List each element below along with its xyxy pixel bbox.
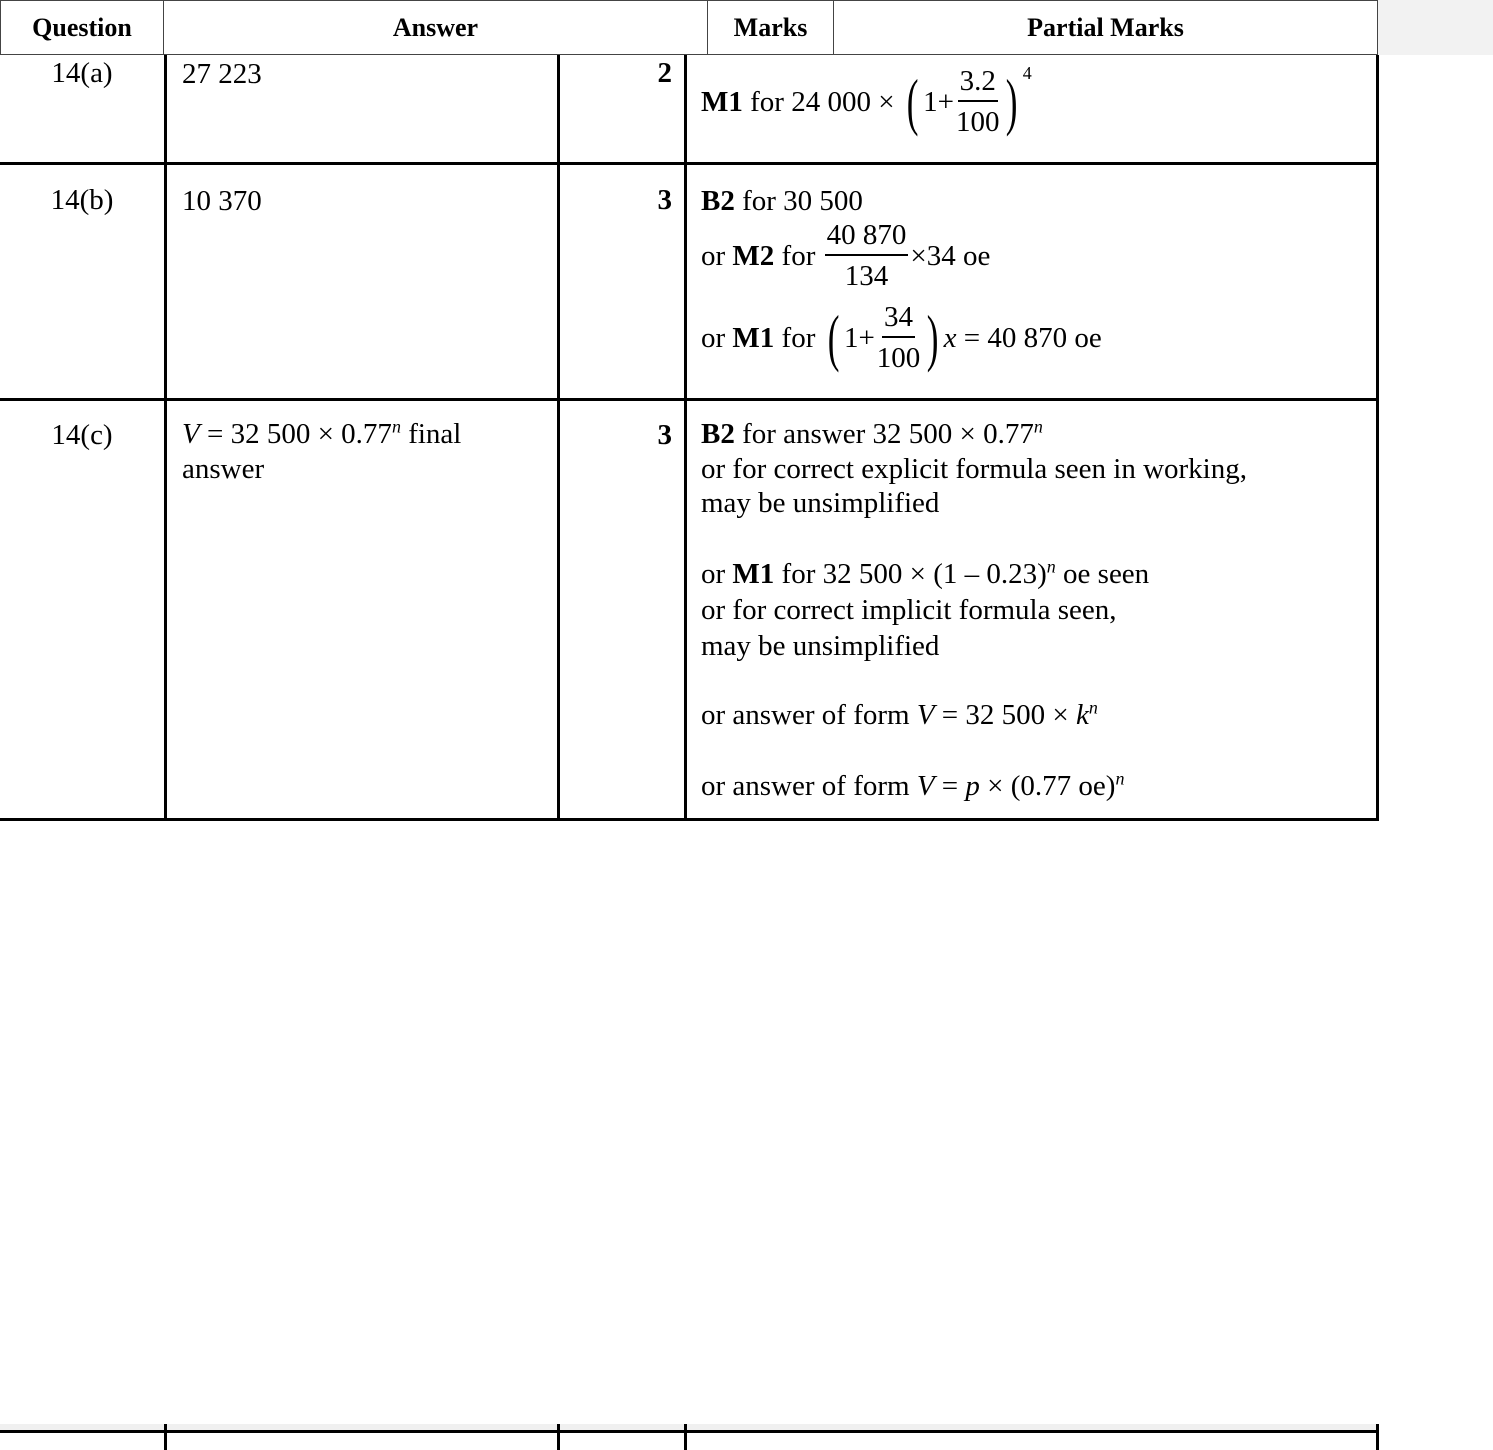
grid-line [557, 55, 560, 821]
row-divider [0, 398, 1379, 401]
partial-line: or for correct implicit formula seen, [701, 594, 1117, 626]
variable: k [1076, 699, 1089, 731]
grid-line [684, 55, 687, 821]
variable: V [916, 770, 935, 802]
partial-line: may be unsimplified [701, 487, 940, 519]
header-question: Question [0, 0, 164, 55]
next-table-grid-line [557, 1424, 560, 1450]
exponent: n [1115, 768, 1125, 789]
partial-text: = 40 870 oe [963, 321, 1102, 354]
mark-code: B2 [701, 418, 735, 450]
partial-line [701, 557, 1149, 592]
fraction-numerator: 40 870 [825, 216, 909, 256]
mark-code: M2 [732, 239, 775, 272]
exponent: 4 [1022, 63, 1032, 83]
fraction [825, 216, 909, 296]
for-text: for [781, 321, 816, 354]
grid-line [164, 55, 167, 821]
header-answer: Answer [163, 0, 708, 55]
partial-text: oe seen [1063, 558, 1150, 590]
partial-text: ×34 oe [910, 239, 991, 272]
next-table-grid-line [164, 1424, 167, 1450]
left-paren: ( [827, 302, 840, 373]
mark-code: M1 [732, 321, 775, 354]
mark-code: M1 [732, 558, 775, 590]
fraction-numerator: 34 [882, 298, 915, 338]
left-paren: ( [906, 66, 919, 137]
partial-text: for 32 500 × (1 – 0.23) [781, 558, 1047, 590]
right-paren: ) [1006, 66, 1018, 137]
fraction-denominator: 134 [844, 260, 889, 292]
mark-code: B2 [701, 185, 735, 217]
answer-text-line2: answer [182, 453, 265, 485]
variable: V [916, 699, 935, 731]
partial-text: or answer of form [701, 770, 910, 802]
partial-text: × (0.77 oe) [987, 770, 1116, 802]
partial-line [701, 184, 863, 219]
exponent: n [1033, 416, 1043, 437]
partial-line: or for correct explicit formula seen in working, [701, 453, 1247, 485]
mark-code: M1 [701, 85, 743, 118]
header-background-strip [1378, 0, 1493, 55]
marks-value: 3 [657, 419, 672, 451]
marks-value: 3 [657, 184, 672, 216]
row-divider [0, 162, 1379, 165]
marks-value: 2 [657, 57, 672, 89]
answer-text [182, 417, 461, 452]
fraction [877, 298, 921, 378]
partial-text: or answer of form [701, 699, 910, 731]
exponent: n [391, 416, 401, 437]
partial-line [701, 216, 990, 296]
one-plus: 1+ [843, 321, 875, 354]
partial-line [701, 417, 1043, 452]
fraction-numerator: 3.2 [958, 62, 998, 102]
next-table-grid-line [1376, 1424, 1379, 1450]
question-number: 14(c) [51, 419, 113, 451]
fraction [956, 62, 1000, 142]
next-table-top-border [0, 1430, 1379, 1433]
partial-marks-14a [701, 62, 1032, 142]
partial-line: may be unsimplified [701, 630, 940, 662]
answer-text: 10 370 [182, 185, 262, 217]
row-divider [0, 818, 1379, 821]
variable: x [943, 321, 957, 354]
or-text: or [701, 321, 726, 354]
partial-text: for 30 500 [742, 185, 863, 217]
right-paren: ) [927, 302, 939, 373]
or-text: or [701, 558, 726, 590]
question-number: 14(b) [50, 184, 114, 216]
variable: V [182, 418, 200, 450]
partial-line [701, 298, 1102, 378]
question-number: 14(a) [51, 57, 113, 89]
answer-text: 27 223 [182, 58, 262, 90]
next-table-grid-line [684, 1424, 687, 1450]
partial-text: = 32 500 × [941, 699, 1069, 731]
partial-text: for answer 32 500 × 0.77 [742, 418, 1034, 450]
for-text: for [781, 239, 816, 272]
partial-line [701, 698, 1098, 733]
partial-text: = [941, 770, 959, 802]
one-plus: 1+ [923, 85, 954, 118]
grid-line [1376, 55, 1379, 821]
or-text: or [701, 239, 726, 272]
fraction-denominator: 100 [876, 342, 921, 374]
answer-equation: = 32 500 × 0.77 [206, 418, 392, 450]
exponent: n [1088, 697, 1098, 718]
partial-line [701, 769, 1124, 804]
exponent: n [1046, 556, 1056, 577]
answer-tail: final [408, 418, 462, 450]
fraction-denominator: 100 [955, 106, 1000, 138]
variable: p [965, 770, 980, 802]
partial-text: for 24 000 × [750, 85, 895, 118]
header-partial-marks: Partial Marks [833, 0, 1378, 55]
header-marks: Marks [707, 0, 834, 55]
